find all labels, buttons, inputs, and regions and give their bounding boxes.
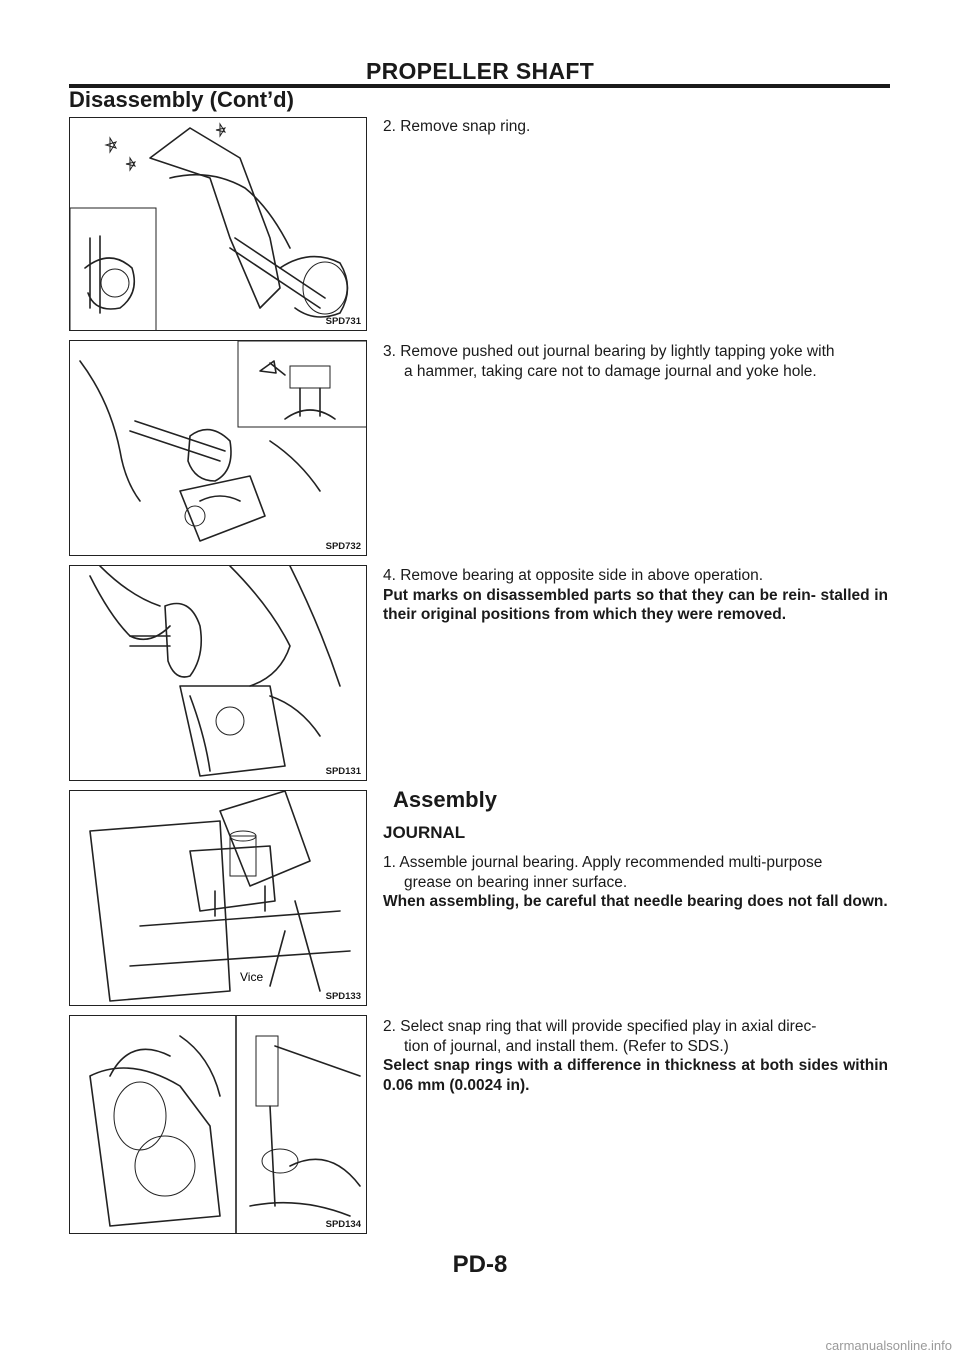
figure-spd133	[69, 790, 367, 1006]
figure-spd131	[69, 565, 367, 781]
section-title: PROPELLER SHAFT	[365, 58, 595, 84]
vice-label: Vice	[240, 970, 264, 984]
step-text-cont: a hammer, taking care not to damage journal and yoke hole.	[404, 362, 817, 380]
step-text: 1. Assemble journal bearing. Apply recommended multi-purpose	[383, 854, 823, 871]
step-text: 2. Remove snap ring.	[383, 118, 531, 135]
figure-code: SPD134	[325, 1219, 361, 1230]
page-code: PD-8	[452, 1251, 508, 1278]
caution-note: Select snap rings with a difference in thickness at both sides within 0.06 mm (0.0024 in).	[383, 1057, 888, 1094]
figure-code: SPD731	[325, 316, 361, 327]
step-assemble-journal-bearing	[383, 853, 888, 912]
step-remove-opposite-bearing	[383, 566, 888, 625]
figure-spd732	[69, 340, 367, 556]
figure-code: SPD133	[325, 991, 361, 1002]
journal-heading: JOURNAL	[383, 823, 466, 842]
figure-code: SPD732	[325, 541, 361, 552]
figure-code: SPD131	[325, 766, 361, 777]
bearing-removal-illustration	[70, 566, 367, 781]
step-remove-snap-ring	[383, 117, 888, 137]
watermark: carmanualsonline.info	[825, 1338, 952, 1353]
snap-ring-removal-illustration	[70, 118, 367, 331]
figure-spd134	[69, 1015, 367, 1234]
step-text-cont: grease on bearing inner surface.	[404, 873, 628, 891]
journal-assembly-vice-illustration	[70, 791, 367, 1006]
step-text: 4. Remove bearing at opposite side in above operation.	[383, 567, 763, 584]
hammer-tapping-yoke-illustration	[70, 341, 367, 556]
assembly-heading: Assembly	[393, 787, 497, 812]
page-subtitle: Disassembly (Cont’d)	[69, 87, 294, 112]
step-text-cont: tion of journal, and install them. (Refer to SDS.)	[404, 1037, 729, 1055]
step-text: 2. Select snap ring that will provide specified play in axial direc-	[383, 1018, 817, 1035]
step-remove-journal-bearing	[383, 342, 888, 381]
snap-ring-selection-illustration	[70, 1016, 367, 1234]
step-select-snap-ring	[383, 1017, 888, 1095]
caution-note: Put marks on disassembled parts so that they can be rein- stalled in their original positions from which they were removed.	[383, 586, 888, 623]
step-text: 3. Remove pushed out journal bearing by lightly tapping yoke with	[383, 343, 835, 360]
figure-spd731	[69, 117, 367, 331]
caution-note: When assembling, be careful that needle bearing does not fall down.	[383, 893, 888, 910]
